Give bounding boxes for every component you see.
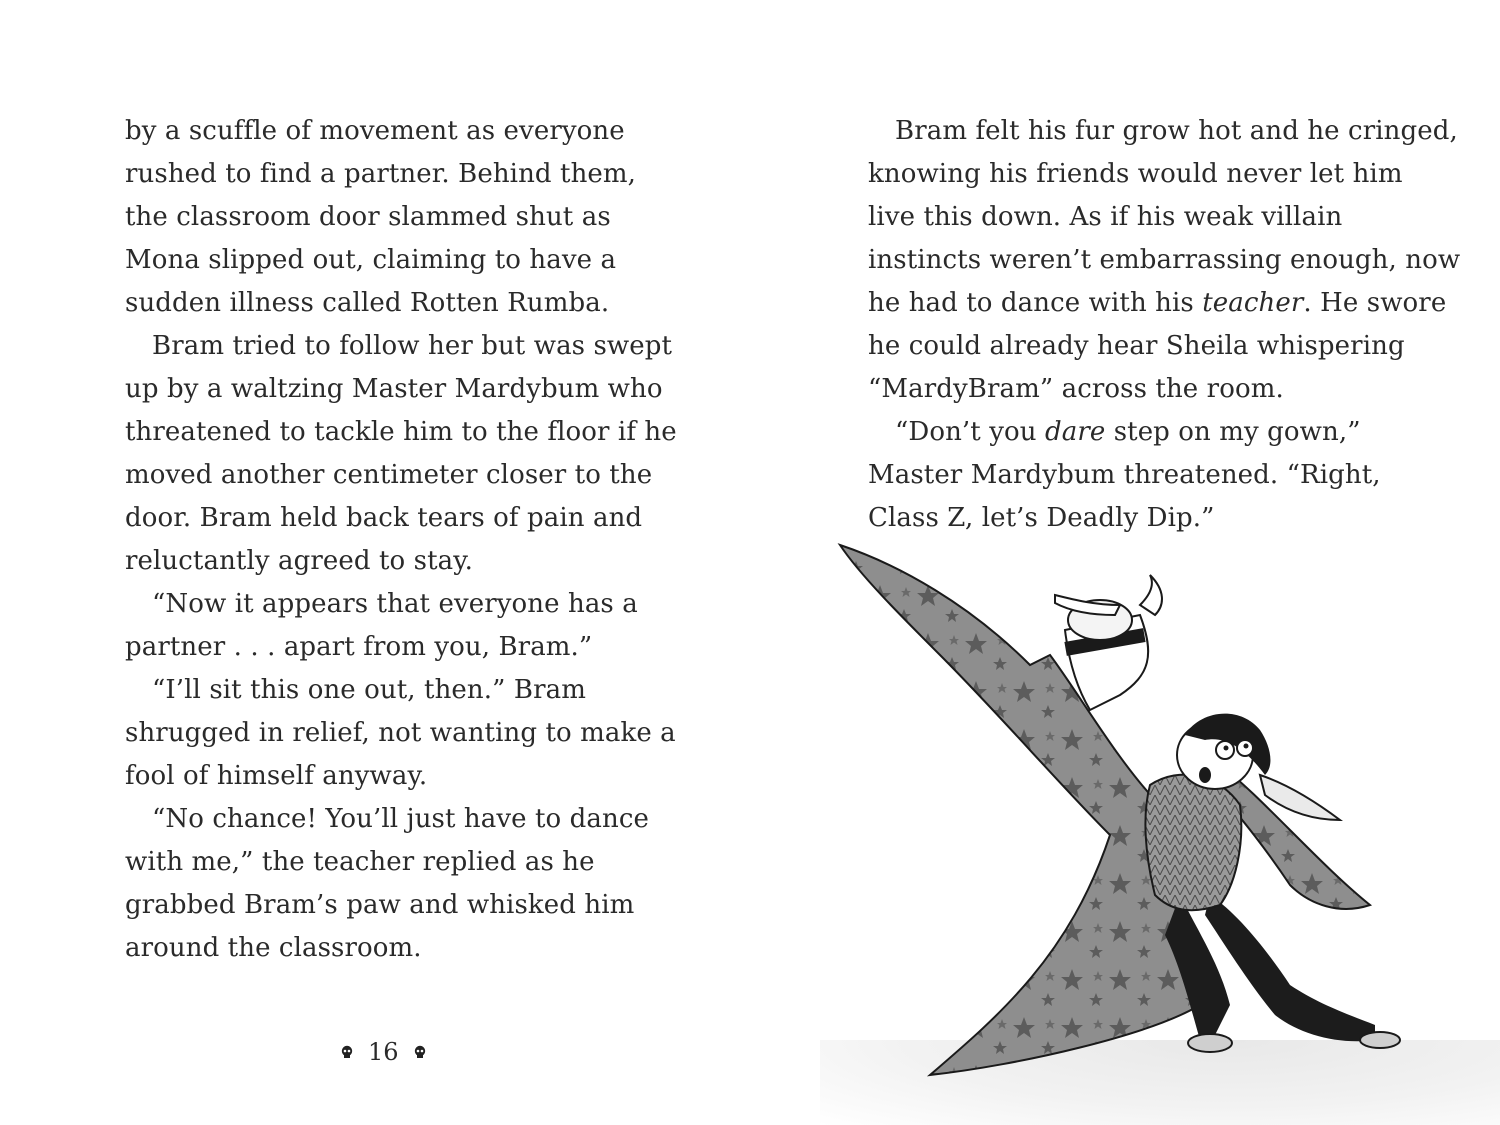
text-line: fool of himself anyway. xyxy=(125,761,428,791)
text-line xyxy=(868,325,1405,368)
text-line: partner . . . apart from you, Bram.” xyxy=(125,632,593,662)
text-segment: Bram felt his fur grow hot and he cringed, xyxy=(895,116,1458,146)
text-line: “No chance! You’ll just have to dance xyxy=(152,804,649,834)
text-line xyxy=(868,411,1361,454)
text-segment: instincts weren’t embarrassing enough, now xyxy=(868,245,1461,275)
text-line: Mona slipped out, claiming to have a xyxy=(125,245,617,275)
text-segment: he could already hear Sheila whispering xyxy=(868,331,1405,361)
text-line xyxy=(868,110,1458,153)
text-line xyxy=(868,497,1215,540)
text-line: door. Bram held back tears of pain and xyxy=(125,503,643,533)
text-line: grabbed Bram’s paw and whisked him xyxy=(125,890,635,920)
text-segment: “MardyBram” across the room. xyxy=(868,374,1284,404)
text-line: by a scuffle of movement as everyone xyxy=(125,116,625,146)
text-segment: knowing his friends would never let him xyxy=(868,159,1403,189)
text-line: around the classroom. xyxy=(125,933,422,963)
text-segment: step on my gown,” xyxy=(1105,417,1361,447)
text-line: with me,” the teacher replied as he xyxy=(125,847,595,877)
right-page xyxy=(750,0,1500,1125)
text-segment: Class Z, let’s Deadly Dip.” xyxy=(868,503,1215,533)
text-segment: . He swore xyxy=(1303,288,1447,318)
text-segment: live this down. As if his weak villain xyxy=(868,202,1343,232)
dance-illustration xyxy=(820,535,1500,1125)
page-footer xyxy=(340,1036,427,1068)
text-segment: “Don’t you xyxy=(895,417,1045,447)
italic-text-segment: dare xyxy=(1044,417,1106,447)
text-line: sudden illness called Rotten Rumba. xyxy=(125,288,610,318)
text-line: “Now it appears that everyone has a xyxy=(152,589,638,619)
text-line: reluctantly agreed to stay. xyxy=(125,546,473,576)
text-line: shrugged in relief, not wanting to make a xyxy=(125,718,676,748)
text-line: rushed to find a partner. Behind them, xyxy=(125,159,637,189)
text-segment: he had to dance with his xyxy=(868,288,1203,318)
text-line xyxy=(868,282,1446,325)
text-line: “I’ll sit this one out, then.” Bram xyxy=(152,675,586,705)
text-line: moved another centimeter closer to the xyxy=(125,460,653,490)
text-line: the classroom door slammed shut as xyxy=(125,202,611,232)
text-line: threatened to tackle him to the floor if he xyxy=(125,417,677,447)
skull-icon xyxy=(340,1045,354,1059)
text-segment: Master Mardybum threatened. “Right, xyxy=(868,460,1381,490)
text-line xyxy=(868,153,1403,196)
text-line: Bram tried to follow her but was swept xyxy=(152,331,673,361)
page-number: 16 xyxy=(368,1038,399,1066)
text-line: up by a waltzing Master Mardybum who xyxy=(125,374,663,404)
text-line xyxy=(868,196,1342,239)
text-line xyxy=(868,368,1284,411)
text-line xyxy=(868,239,1460,282)
skull-icon xyxy=(413,1045,427,1059)
italic-text-segment: teacher xyxy=(1202,288,1304,318)
text-line xyxy=(868,454,1381,497)
